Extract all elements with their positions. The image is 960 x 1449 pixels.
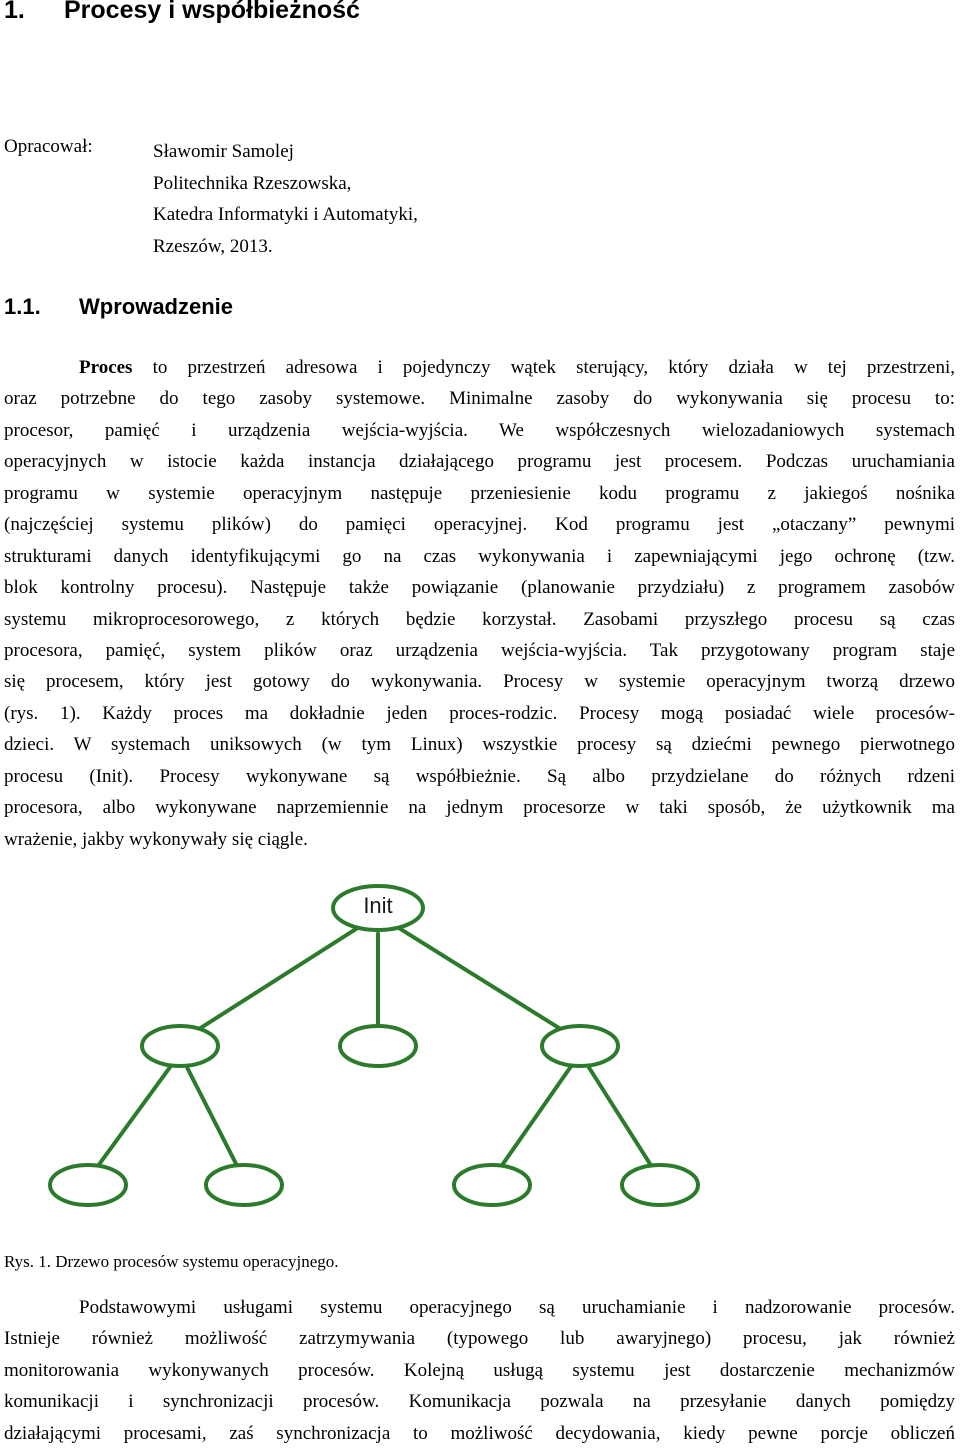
author-place-date: Rzeszów, 2013. [153, 235, 273, 257]
child-process-node [142, 1026, 218, 1066]
paragraph-line: wrażenie, jakby wykonywały się ciągle. [4, 828, 308, 850]
term-proces: Proces [79, 357, 133, 378]
author-department: Katedra Informatyki i Automatyki, [153, 204, 418, 225]
paragraph-line: Proces to przestrzeń adresowa i pojedynczy wątek sterujący, który działa w tej przestrzeni, [79, 357, 955, 378]
paragraph-line: monitorowania wykonywanych procesów. Kolejną usługą systemu jest dostarczenie mechanizmów [4, 1359, 955, 1381]
tree-edge [188, 1068, 237, 1164]
author-name: Sławomir Samolej [153, 141, 294, 162]
child-process-node [542, 1026, 618, 1066]
intro-paragraph [4, 352, 955, 855]
paragraph-line: (najczęściej systemu plików) do pamięci operacyjnej. Kod programu jest „otaczany” pewnymi [4, 514, 955, 536]
chapter-title: Procesy i współbieżność [64, 0, 360, 24]
paragraph-line: procesora, albo wykonywane naprzemiennie na jednym procesorze w taki sposób, że użytkownik ma [4, 797, 955, 819]
paragraph-line: strukturami danych identyfikującymi go na czas wykonywania i zapewniającymi jego ochronę (tzw. [4, 545, 955, 567]
paragraph-line: komunikacji i synchronizacji procesów. Komunikacja pozwala na przesyłanie danych pomiędzy [4, 1391, 955, 1413]
paragraph-line: Podstawowymi usługami systemu operacyjnego są uruchamianie i nadzorowanie procesów. [79, 1297, 955, 1318]
section-title: Wprowadzenie [79, 294, 234, 319]
paragraph-line: procesor, pamięć i urządzenia wejścia-wyjścia. We współczesnych wielozadaniowych systemach [4, 419, 955, 441]
section-heading [4, 294, 233, 320]
paragraph-line: blok kontrolny procesu). Następuje także powiązanie (planowanie przydziału) z programem zasobów [4, 577, 955, 599]
tree-edge [195, 925, 362, 1031]
paragraph-line: systemu mikroprocesorowego, z których będzie korzystał. Zasobami przyszłego procesu są czas [4, 608, 955, 630]
chapter-heading [4, 0, 360, 25]
paragraph-line: (rys. 1). Każdy proces ma dokładnie jeden proces-rodzic. Procesy mogą posiadać wiele procesów- [4, 702, 955, 724]
paragraph-line: operacyjnych w istocie każda instancja działającego programu jest procesem. Podczas uruchamiania [4, 451, 955, 473]
tree-edge [394, 925, 565, 1032]
child-process-node [454, 1165, 530, 1205]
root-node-label: Init [363, 893, 393, 918]
child-process-node [340, 1026, 416, 1066]
child-process-node [206, 1165, 282, 1205]
author-label: Opracował: [4, 136, 93, 157]
paragraph-line: programu w systemie operacyjnym następuje przeniesienie kodu programu z jakiegoś nośnika [4, 482, 955, 504]
chapter-number: 1. [4, 0, 25, 24]
services-paragraph [4, 1292, 955, 1449]
child-process-node [622, 1165, 698, 1205]
section-number: 1.1. [4, 294, 41, 319]
tree-nodes [50, 886, 698, 1205]
tree-edge [502, 1067, 571, 1166]
paragraph-line: oraz potrzebne do tego zasoby systemowe. Minimalne zasoby do wykonywania się procesu to: [4, 388, 955, 410]
figure-caption: Rys. 1. Drzewo procesów systemu operacyjnego. [4, 1252, 339, 1271]
tree-edge [589, 1068, 651, 1166]
process-tree-diagram [0, 880, 960, 1230]
tree-edge [98, 1067, 170, 1166]
child-process-node [50, 1165, 126, 1205]
author-university: Politechnika Rzeszowska, [153, 172, 352, 194]
paragraph-line: dzieci. W systemach uniksowych (w tym Linux) wszystkie procesy są dziećmi pewnego pierwotnego [4, 734, 955, 756]
paragraph-line: się procesem, który jest gotowy do wykonywania. Procesy w systemie operacyjnym tworzą drzewo [4, 671, 955, 693]
author-block [153, 136, 418, 262]
paragraph-line: procesora, pamięć, system plików oraz urządzenia wejścia-wyjścia. Tak przygotowany program staje [4, 639, 955, 661]
paragraph-line: działającymi procesami, zaś synchronizacja to możliwość decydowania, kiedy pewne porcje obliczeń [4, 1422, 955, 1444]
paragraph-line: Istnieje również możliwość zatrzymywania (typowego lub awaryjnego) procesu, jak również [4, 1328, 955, 1350]
paragraph-line: procesu (Init). Procesy wykonywane są współbieżnie. Są albo przydzielane do różnych rdzeni [4, 765, 955, 787]
